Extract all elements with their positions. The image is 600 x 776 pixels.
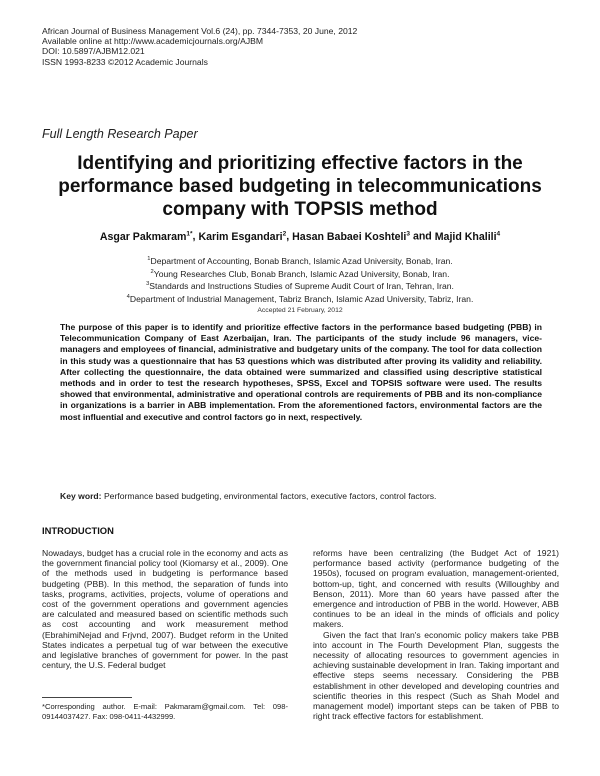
footnote-divider bbox=[42, 697, 132, 698]
body-column-right bbox=[313, 548, 559, 721]
affiliation: $^3$Standards and Instructions Studies of Supreme Audit Court of Iran, Tehran, Iran. bbox=[146, 281, 454, 292]
paper-title: Identifying and prioritizing effective factors in the performance based budgeting in telecommunications company with TOPSIS method bbox=[58, 153, 542, 220]
keywords-label: Key word: bbox=[60, 491, 102, 501]
affiliation: $^1$Department of Accounting, Bonab Branch, Islamic Azad University, Bonab, Iran. bbox=[147, 255, 453, 266]
affiliation: $^2$Young Researches Club, Bonab Branch, Islamic Azad University, Bonab, Iran. bbox=[150, 268, 450, 279]
body-column-left bbox=[42, 548, 288, 670]
author-list: Asgar Pakmaram$^{1*}$, Karim Esgandari$^2$, Hasan Babaei Koshteli$^3$ and Majid Khalili$^4$ bbox=[99, 230, 501, 243]
issn: ISSN 1993-8233 ©2012 Academic Journals bbox=[42, 56, 208, 67]
journal-header bbox=[42, 26, 357, 67]
abstract: The purpose of this paper is to identify and prioritize effective factors in the performance based budgeting (PBB) in Telecommunication Company of East Azerbaijan, Iran. The participants of the study include 96 managers, vice-managers and employees of financial, administrative and budgetary units of the company. The tool for data collection in this study was a questionnaire that has 53 questions which was distributed after proving its validity and reliability. After collecting the questionnaire, the data obtained were summarized and classified using descriptive statistical methods and in order to test the research hypotheses, SPSS, Excel and TOPSIS software were used. The results showed that environmental, administrative and operational controls are requirements of PBB and its non-compliance in organizations is a barrier in ABB implementation. From the aforementioned factors, environmental factors are the most influential and executive and control factors go in next, respectively. bbox=[60, 322, 542, 422]
journal-citation: African Journal of Business Management Vol.6 (24), pp. 7344-7353, 20 June, 2012 bbox=[42, 26, 358, 36]
doi: DOI: 10.5897/AJBM12.021 bbox=[42, 46, 145, 57]
section-heading-introduction: INTRODUCTION bbox=[42, 525, 114, 536]
affiliations bbox=[40, 254, 560, 305]
keywords-text: Performance based budgeting, environmental factors, executive factors, control factors. bbox=[103, 491, 437, 501]
accepted-date: Accepted 21 February, 2012 bbox=[257, 307, 343, 314]
body-paragraph: Given the fact that Iran's economic policy makers take PBB into account in The Fourth Development Plan, suggests the necessity of allocating resources to government agencies in achieving sustainable development in Iran. Taking important and effective steps seems necessary. Considering the PBB establishment in other developed and developing countries and scientific theories in this respect (Such as Shah Model and management model) important steps can be taken of PBB to right track effective factors for establishment. bbox=[313, 629, 559, 722]
author: Asgar Pakmaram$^{1*}$ bbox=[99, 230, 193, 243]
paper-type: Full Length Research Paper bbox=[42, 127, 198, 141]
corresponding-author-footnote: *Corresponding author. E-mail: Pakmaram@gmail.com. Tel: 098-09144037427. Fax: 098-0411-4432999. bbox=[42, 702, 288, 721]
keywords bbox=[60, 491, 542, 501]
affiliation: $^4$Department of Industrial Management, Tabriz Branch, Islamic Azad University, Tabriz, Iran. bbox=[126, 293, 474, 304]
author: Hasan Babaei Koshteli$^3$ bbox=[292, 230, 410, 243]
body-paragraph: Nowadays, budget has a crucial role in the economy and acts as the government financial policy tool (Kiomarsy et al., 2009). One of the methods used in budgeting is performance based budgeting (PBB). In this method, the separation of funds into tasks, programs, activities, projects, volume of operations and cost of the government operations and government agencies are calculated and measured based on scientific methods such as cost accounting and work measurement method (EbrahimiNejad and Frjvnd, 2007). Budget reform in the United States indicates a perpetual tug of war between the executive and legislative branches of government for power. In the past century, the U.S. Federal budget bbox=[42, 548, 288, 671]
author: Majid Khalili$^4$ bbox=[434, 230, 501, 243]
author: Karim Esgandari$^2$ bbox=[198, 230, 287, 243]
body-paragraph: reforms have been centralizing (the Budget Act of 1921) performance based activity (performance budgeting of the 1950s), focused on program evaluation, management-oriented, bottom-up, tight, and concerned with results (Willoughby and Benson, 2011). More than 60 years have passed after the emergence and introduction of PBB in the world. However, ABB continues to be an ideal in the minds of officials and policy makers. bbox=[313, 548, 559, 630]
journal-url: Available online at http://www.academicjournals.org/AJBM bbox=[42, 36, 264, 47]
